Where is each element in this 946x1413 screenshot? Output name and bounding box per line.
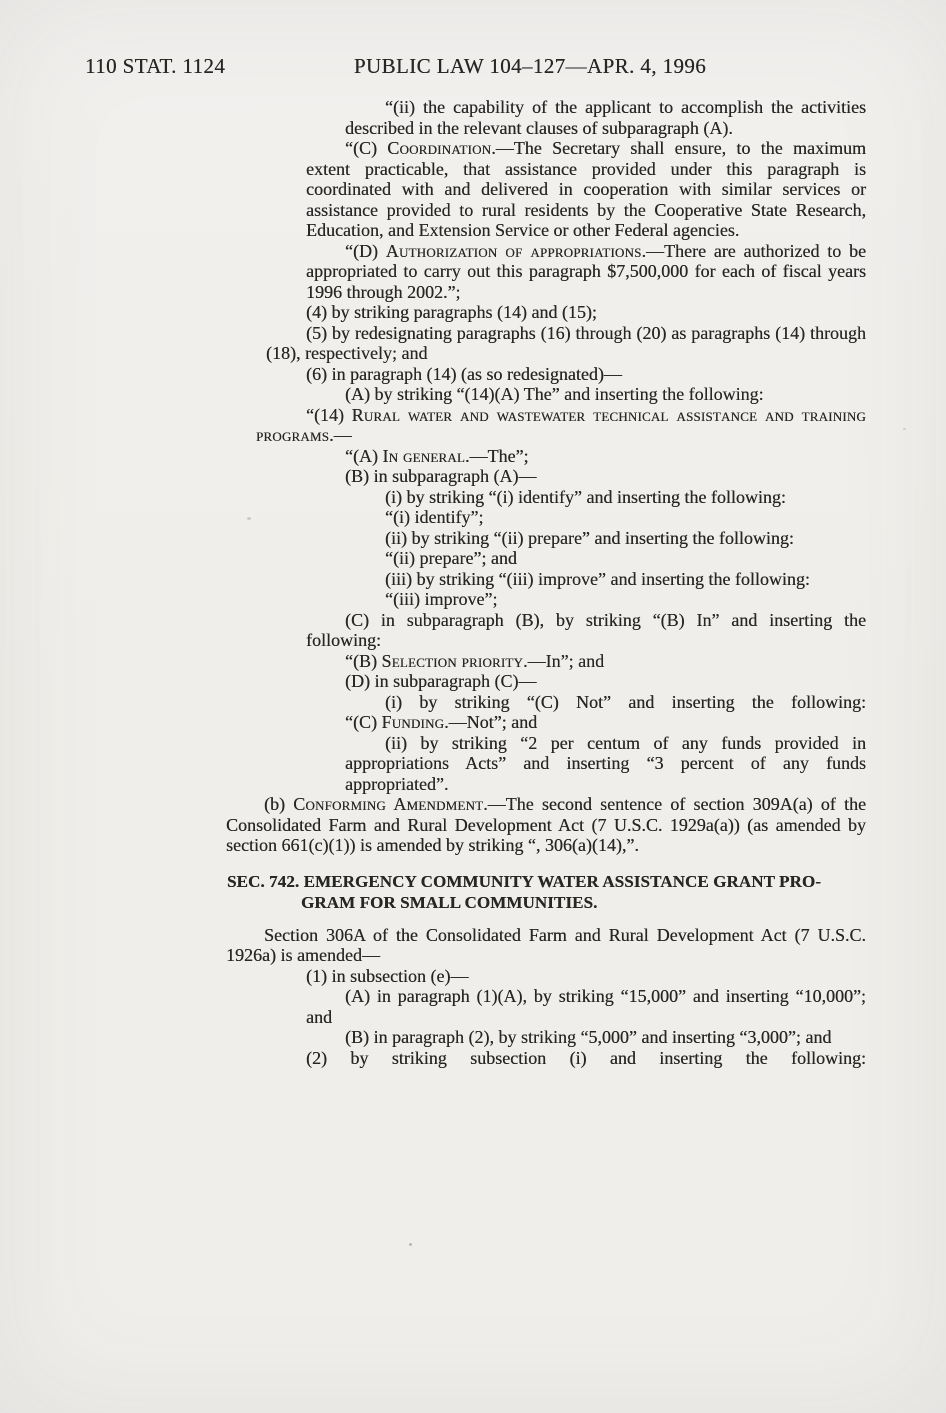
statute-text: Section 306A of the Consolidated Farm and Rural Development Act (7 U.S.C. 1926a) is amended— xyxy=(226,924,866,965)
statute-paragraph xyxy=(345,651,866,672)
statute-paragraph xyxy=(306,138,866,241)
statute-paragraph xyxy=(345,671,866,692)
statute-text: (A) by striking “(14)(A) The” and inserting the following: xyxy=(345,384,764,404)
public-law-running-title: PUBLIC LAW 104–127—APR. 4, 1996 xyxy=(353,54,707,78)
statute-paragraph xyxy=(256,405,866,446)
statute-text: “(C) xyxy=(345,712,382,732)
page-header xyxy=(0,54,946,80)
statute-paragraph xyxy=(345,569,866,590)
statute-text: .— xyxy=(329,425,352,445)
statute-paragraph xyxy=(385,507,866,528)
statute-text: “(ii) the capability of the applicant to accomplish the activities described in the relevant clauses of subparagraph (A). xyxy=(345,97,866,138)
small-caps-term: Coordination xyxy=(387,138,492,158)
statute-text: “(i) identify”; xyxy=(385,507,484,527)
statute-paragraph xyxy=(266,1048,866,1069)
statute-paragraph xyxy=(306,384,866,405)
statute-text: “(ii) prepare”; and xyxy=(385,548,517,568)
statute-text: (ii) by striking “2 per centum of any funds provided in appropriations Acts” and inserting “3 percent of any funds appropriated”. xyxy=(345,732,866,794)
statute-text: (i) by striking “(C) Not” and inserting the following: xyxy=(385,691,866,712)
statute-text: “(D) xyxy=(345,240,386,261)
small-caps-term: Authorization of appropriations xyxy=(385,240,642,261)
statute-text: (iii) by striking “(iii) improve” and inserting the following: xyxy=(385,568,810,589)
statute-paragraph xyxy=(226,925,866,966)
statute-paragraph xyxy=(345,446,866,467)
small-caps-term: Conforming Amendment xyxy=(293,794,484,814)
statute-paragraph xyxy=(345,692,866,713)
statute-paragraph xyxy=(266,364,866,385)
small-caps-term: Funding xyxy=(381,712,445,732)
statute-paragraph xyxy=(345,97,866,138)
statute-paragraph xyxy=(306,241,866,303)
statute-text: (6) in paragraph (14) (as so redesignated)— xyxy=(306,363,622,384)
statute-paragraph xyxy=(266,966,866,987)
statute-paragraph xyxy=(345,466,866,487)
statute-paragraph xyxy=(345,487,866,508)
statute-text: .—Not”; and xyxy=(444,712,538,732)
statute-text: “(14) xyxy=(306,404,352,425)
statute-text: (2) by striking subsection (i) and inserting the following: xyxy=(306,1047,866,1068)
statute-paragraph xyxy=(266,323,866,364)
statute-text: “(B) xyxy=(345,650,382,671)
statute-paragraph xyxy=(385,548,866,569)
statute-paragraph xyxy=(306,986,866,1027)
statute-text: (ii) by striking “(ii) prepare” and inserting the following: xyxy=(385,527,794,548)
small-caps-term: Rural water and wastewater technical assistance and training programs xyxy=(256,404,866,445)
statute-text: (A) in paragraph (1)(A), by striking “15,000” and inserting “10,000”; and xyxy=(306,986,866,1027)
statute-text: “(iii) improve”; xyxy=(385,589,498,609)
statute-text: .—The”; xyxy=(465,445,529,466)
statute-text: (B) in paragraph (2), by striking “5,000” and inserting “3,000”; and xyxy=(345,1027,832,1047)
statute-paragraph xyxy=(345,712,866,733)
statute-paragraph xyxy=(306,610,866,651)
statute-text: .—The second sentence of section 309A(a) of the Consolidated Farm and Rural Development Act (7 U.S.C. 1929a(a)) (as amended by section 661(c)(1)) is amended by striking “, 306(a)(14),”. xyxy=(226,794,866,855)
statute-paragraph xyxy=(345,528,866,549)
statute-text: .—The Secretary shall ensure, to the maximum extent practicable, that assistance provided under this paragraph is coordinated with and delivered in cooperation with similar services or assistance provided to rural residents by the Cooperative State Research, Education, and Extension Service or other Federal agencies. xyxy=(306,138,866,240)
statutes-at-large-page-label: 110 STAT. 1124 xyxy=(85,54,226,78)
small-caps-term: Selection priority xyxy=(381,650,524,671)
section-heading-line: SEC. 742. EMERGENCY COMMUNITY WATER ASSISTANCE GRANT PRO- xyxy=(227,871,822,891)
statute-paragraph xyxy=(385,589,866,610)
statute-text: “(A) xyxy=(345,445,383,466)
statute-text: .—There are authorized to be appropriated to carry out this paragraph $7,500,000 for each of fiscal years 1996 through 2002.”; xyxy=(306,240,866,302)
statute-paragraph xyxy=(266,302,866,323)
section-heading-line: GRAM FOR SMALL COMMUNITIES. xyxy=(301,892,598,912)
section-heading xyxy=(226,871,866,913)
statute-text: (C) in subparagraph (B), by striking “(B) In” and inserting the following: xyxy=(306,609,866,650)
statute-text: (4) by striking paragraphs (14) and (15); xyxy=(306,302,597,322)
scan-speck xyxy=(247,517,251,520)
scan-speck xyxy=(409,1243,412,1246)
statute-paragraph xyxy=(306,1027,866,1048)
statute-paragraph xyxy=(345,733,866,795)
statute-text-block xyxy=(226,97,866,1068)
small-caps-term: In general xyxy=(382,445,466,466)
statute-text: (B) in subparagraph (A)— xyxy=(345,466,537,486)
statute-text: “(C) xyxy=(345,138,388,158)
statute-text: (i) by striking “(i) identify” and inserting the following: xyxy=(385,486,786,507)
statute-text: (b) xyxy=(264,794,294,814)
statute-text: (5) by redesignating paragraphs (16) through (20) as paragraphs (14) through (18), respectively; and xyxy=(266,322,866,363)
statute-text: (1) in subsection (e)— xyxy=(306,965,469,986)
statute-paragraph xyxy=(226,794,866,856)
statute-text: .—In”; and xyxy=(523,650,605,671)
statute-text: (D) in subparagraph (C)— xyxy=(345,671,537,691)
scan-speck xyxy=(903,428,906,430)
